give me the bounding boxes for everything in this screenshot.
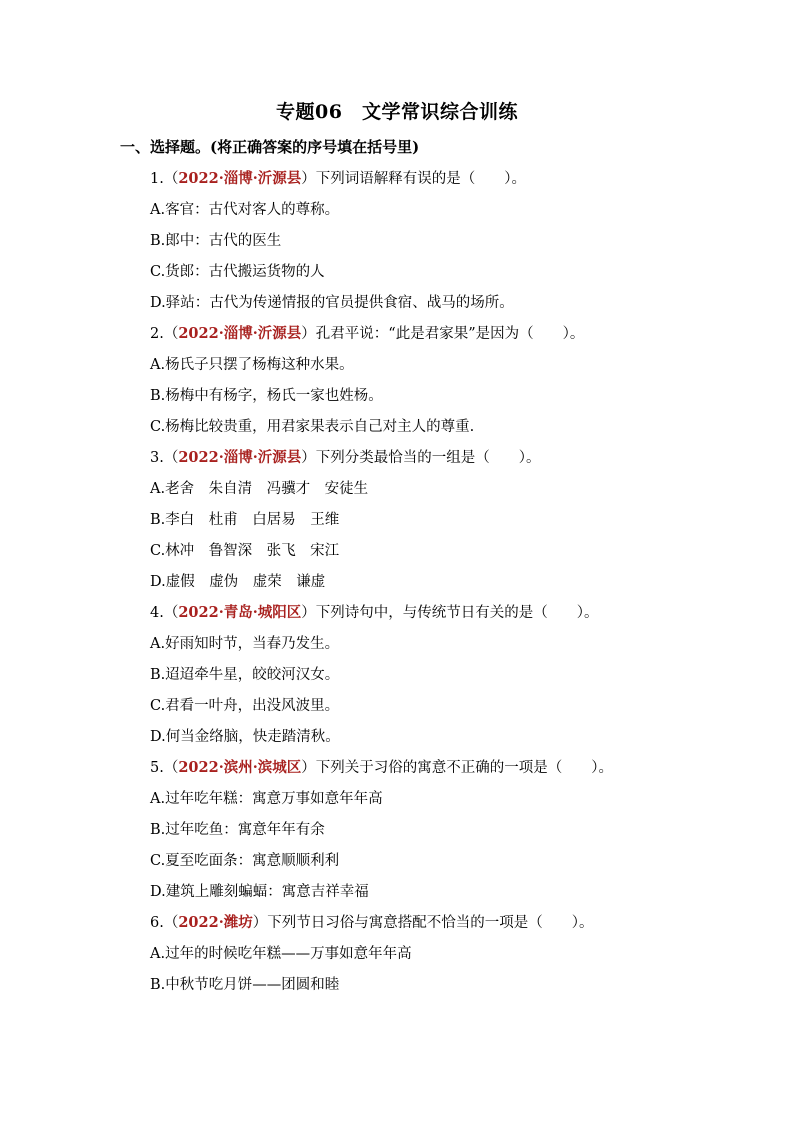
question-5-option-c: C.夏至吃面条：寓意顺顺利利 [150, 853, 340, 869]
source-close-paren: ） [301, 171, 316, 187]
question-text: 下列节日习俗与寓意搭配不恰当的一项是（ ）。 [267, 915, 594, 931]
question-1-option-d: D.驿站：古代为传递情报的官员提供食宿、战马的场所。 [150, 295, 514, 311]
source-close-paren: ） [252, 915, 268, 931]
source-close-paren: ） [301, 450, 316, 466]
question-number: 1. [150, 171, 164, 187]
question-1-option-c: C.货郎：古代搬运货物的人 [150, 264, 325, 280]
question-3-option-b: B.李白 杜甫 白居易 王维 [150, 512, 340, 528]
question-source: 2022·淄博·沂源县 [178, 325, 302, 342]
question-source: 2022·滨州·滨城区 [178, 759, 302, 776]
page-title: 专题06 文学常识综合训练 [276, 101, 518, 123]
source-open-paren: （ [163, 915, 179, 931]
question-1-stem [150, 168, 710, 199]
question-6-option-b: B.中秋节吃月饼——团圆和睦 [150, 977, 340, 993]
source-open-paren: （ [163, 171, 179, 187]
question-text: 下列分类最恰当的一组是（ ）。 [315, 450, 541, 466]
question-source: 2022·淄博·沂源县 [178, 170, 302, 187]
question-text: 下列关于习俗的寓意不正确的一项是（ ）。 [315, 760, 614, 776]
question-3-option-a: A.老舍 朱自清 冯骥才 安徒生 [150, 481, 369, 497]
question-source: 2022·青岛·城阳区 [178, 604, 302, 621]
question-6-stem [150, 912, 710, 943]
question-5-option-a: A.过年吃年糕：寓意万事如意年年高 [150, 791, 383, 807]
source-open-paren: （ [163, 605, 179, 621]
question-list [150, 168, 710, 1005]
source-open-paren: （ [163, 450, 179, 466]
question-5-option-b: B.过年吃鱼：寓意年年有余 [150, 822, 325, 838]
section-heading: 一、选择题。(将正确答案的序号填在括号里) [120, 138, 420, 156]
question-source: 2022·潍坊 [178, 914, 253, 931]
question-2-stem [150, 323, 710, 354]
source-open-paren: （ [163, 760, 179, 776]
question-2-option-c: C.杨梅比较贵重，用君家果表示自己对主人的尊重. [150, 419, 475, 435]
source-close-paren: ） [301, 326, 316, 342]
question-3-option-d: D.虚假 虚伪 虚荣 谦虚 [150, 574, 326, 590]
question-4-stem [150, 602, 710, 633]
question-1-option-b: B.郎中：古代的医生 [150, 233, 282, 249]
question-4-option-d: D.何当金络脑，快走踏清秋。 [150, 729, 340, 745]
question-number: 4. [150, 605, 164, 621]
question-text: 下列诗句中，与传统节日有关的是（ ）。 [315, 605, 599, 621]
question-number: 2. [150, 326, 164, 342]
question-5-stem [150, 757, 710, 788]
question-3-stem [150, 447, 710, 478]
question-3-option-c: C.林冲 鲁智深 张飞 宋江 [150, 543, 340, 559]
question-5-option-d: D.建筑上雕刻蝙蝠：寓意吉祥幸福 [150, 884, 369, 900]
question-2-option-a: A.杨氏子只摆了杨梅这种水果。 [150, 357, 354, 373]
question-number: 5. [150, 760, 164, 776]
question-number: 6. [150, 915, 164, 931]
question-text: 孔君平说：“此是君家果”是因为（ ）。 [315, 326, 585, 342]
source-close-paren: ） [301, 605, 316, 621]
source-close-paren: ） [301, 760, 316, 776]
question-4-option-c: C.君看一叶舟，出没风波里。 [150, 698, 340, 714]
question-4-option-b: B.迢迢牵牛星，皎皎河汉女。 [150, 667, 340, 683]
question-2-option-b: B.杨梅中有杨字，杨氏一家也姓杨。 [150, 388, 383, 404]
question-4-option-a: A.好雨知时节，当春乃发生。 [150, 636, 340, 652]
question-number: 3. [150, 450, 164, 466]
question-6-option-a: A.过年的时候吃年糕——万事如意年年高 [150, 946, 412, 962]
source-open-paren: （ [163, 326, 179, 342]
question-source: 2022·淄博·沂源县 [178, 449, 302, 466]
question-1-option-a: A.客官：古代对客人的尊称。 [150, 202, 340, 218]
question-text: 下列词语解释有误的是（ ）。 [315, 171, 527, 187]
